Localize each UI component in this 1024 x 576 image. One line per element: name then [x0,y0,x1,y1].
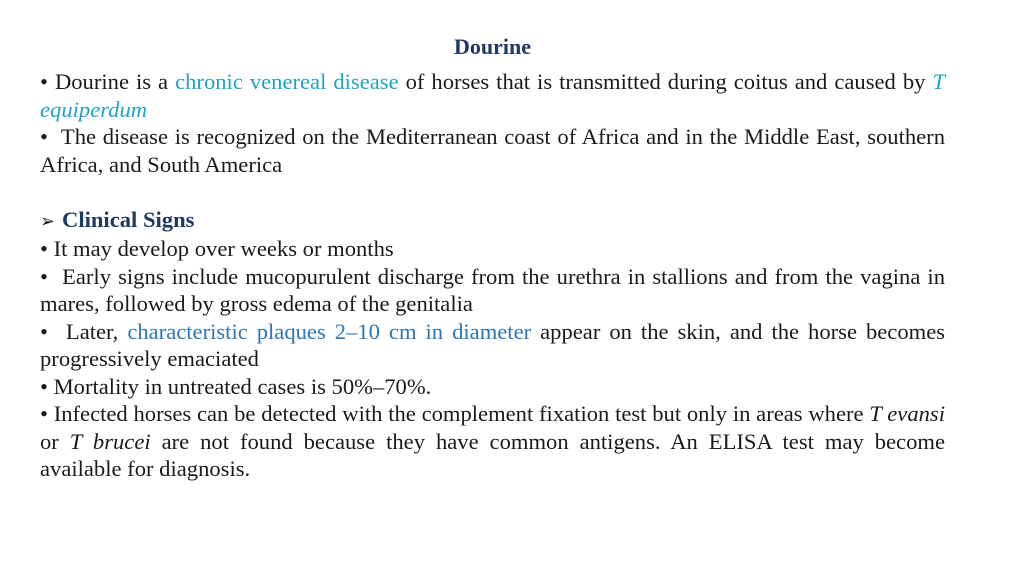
bullet-marker: • [40,401,48,426]
clinical-item-3-text-pre: Later, [65,318,128,344]
intro-paragraph-2 [40,123,945,178]
intro-1-text-post: of horses that is transmitted during coitus and caused by [398,69,933,94]
arrow-bullet-icon: ➢ [40,210,56,232]
clinical-item-5-organism-2: T brucei [69,428,151,454]
clinical-item-3 [40,318,945,373]
clinical-signs-heading [40,206,945,236]
bullet-marker: • [40,263,48,289]
intro-1-highlight: chronic venereal disease [175,69,399,94]
slide-title: Dourine [454,34,531,59]
clinical-item-5-text-pre: Infected horses can be detected with the complement fixation test but only in areas where [53,401,870,426]
clinical-item-5-organism-1: T evansi [869,401,945,426]
bullet-marker: • [40,373,48,399]
section-spacer [40,178,945,206]
clinical-item-2-text: Early signs include mucopurulent discharge from the urethra in stallions and from the vagina in mares, followed by gross edema of the genitalia [40,263,945,316]
clinical-item-5-text-mid: or [40,428,70,454]
clinical-item-4-text: Mortality in untreated cases is 50%–70%. [53,373,432,399]
clinical-item-1 [40,235,945,263]
bullet-marker: • [40,124,48,149]
slide-content [40,32,945,483]
clinical-item-1-text: It may develop over weeks or months [53,236,394,261]
bullet-marker: • [40,318,48,344]
bullet-marker: • [40,69,48,94]
clinical-item-3-highlight: characteristic plaques 2–10 cm in diameter [127,318,532,344]
clinical-signs-heading-text: Clinical Signs [62,206,195,232]
intro-2-text: The disease is recognized on the Mediterranean coast of Africa and in the Middle East, southern Africa, and South America [40,124,945,177]
clinical-item-5 [40,400,945,483]
clinical-item-4 [40,373,945,401]
intro-1-text-pre: Dourine is a [54,69,176,94]
bullet-marker: • [40,236,48,261]
clinical-item-2 [40,263,945,318]
clinical-item-3-text-post: appear on the skin, and the horse becomes progressively emaciated [40,318,946,371]
intro-1-organism: T equiperdum [40,69,946,122]
intro-paragraph-1 [40,68,945,123]
clinical-item-5-text-post: are not found because they have common antigens. An ELISA test may become available for diagnosis. [40,428,945,481]
